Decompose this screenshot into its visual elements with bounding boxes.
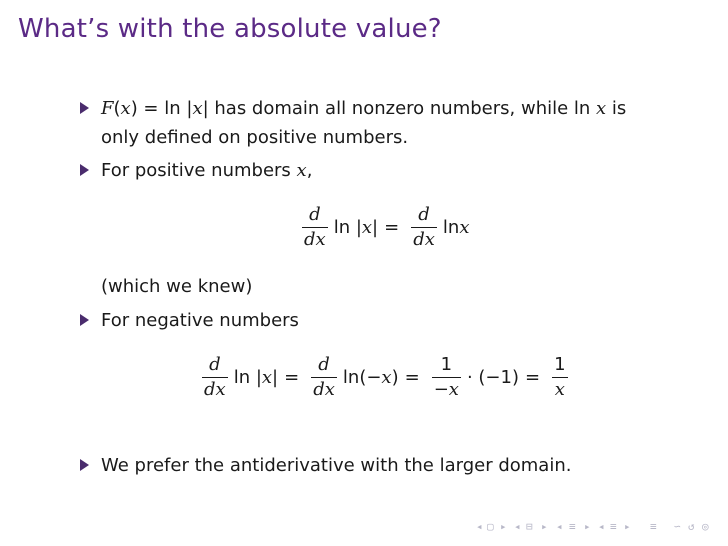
nav-next-subsection-icon[interactable]: ▸ bbox=[584, 520, 591, 533]
numerator-d: d bbox=[418, 204, 430, 225]
x-symbol-2: x bbox=[459, 217, 470, 238]
numerator-d: d bbox=[209, 354, 221, 375]
equation-positive bbox=[296, 204, 469, 251]
fraction-1-over-x bbox=[552, 354, 567, 401]
equals: = bbox=[384, 217, 400, 238]
x-symbol: x bbox=[361, 217, 373, 238]
numerator-1: 1 bbox=[554, 354, 566, 375]
bullet-1-text bbox=[101, 94, 626, 152]
bullet-2-text bbox=[101, 156, 312, 185]
nav-prev-subsection-icon[interactable]: ◂ bbox=[556, 520, 563, 533]
nav-next-slide-icon[interactable]: ▸ bbox=[500, 520, 507, 533]
numerator-d: d bbox=[309, 204, 321, 225]
fraction-d-dx bbox=[302, 204, 328, 251]
nav-back-icon[interactable]: ∽ bbox=[674, 520, 681, 533]
nav-slide-icon[interactable]: ▢ bbox=[487, 520, 494, 533]
x-symbol-2: x bbox=[381, 367, 392, 388]
nav-search-icon[interactable]: ◎ bbox=[702, 520, 709, 533]
x-symbol-3: x bbox=[596, 98, 607, 119]
fraction-d-dx-2 bbox=[411, 204, 437, 251]
nav-section-icon[interactable]: ≡ bbox=[610, 520, 617, 533]
fraction-bar bbox=[311, 377, 337, 378]
bullet-3-text: For negative numbers bbox=[101, 310, 299, 331]
bullet-4-text: We prefer the antiderivative with the larger domain. bbox=[101, 455, 572, 476]
ln-abs: ln | bbox=[233, 367, 262, 388]
beamer-navigation-bar bbox=[0, 520, 728, 540]
equals: = bbox=[284, 367, 300, 388]
nav-prev-section-icon[interactable]: ◂ bbox=[598, 520, 605, 533]
is-text: is bbox=[606, 98, 627, 119]
x-symbol: x bbox=[120, 98, 131, 119]
paren-open: ( bbox=[113, 98, 121, 119]
equation-negative bbox=[196, 354, 574, 401]
x-symbol: x bbox=[296, 160, 307, 181]
nav-frame-icon[interactable]: ⊟ bbox=[526, 520, 533, 533]
denominator-dx: dx bbox=[313, 379, 335, 400]
denominator-x: x bbox=[554, 379, 565, 400]
aside-note: (which we knew) bbox=[101, 276, 253, 297]
numerator-d: d bbox=[318, 354, 330, 375]
equals-3: = bbox=[524, 367, 541, 388]
fraction-1-over-neg-x bbox=[432, 354, 461, 401]
eq-ln-abs: ) = ln | bbox=[130, 98, 193, 119]
ln-abs: ln | bbox=[333, 217, 362, 238]
slide-title: What’s with the absolute value? bbox=[18, 14, 442, 44]
fraction-bar bbox=[202, 377, 228, 378]
denominator-dx: dx bbox=[204, 379, 226, 400]
bullet-marker-1 bbox=[80, 102, 89, 114]
fraction-d-dx bbox=[202, 354, 228, 401]
nav-align-icon[interactable]: ≡ bbox=[650, 520, 657, 533]
nav-prev-frame-icon[interactable]: ◂ bbox=[514, 520, 521, 533]
positive-text: For positive numbers bbox=[101, 160, 297, 181]
times-neg-one: · (−1) bbox=[466, 367, 519, 388]
nav-prev-slide-icon[interactable]: ◂ bbox=[476, 520, 483, 533]
bullet-marker-3 bbox=[80, 314, 89, 326]
abs-close: | bbox=[272, 367, 279, 388]
comma: , bbox=[306, 160, 313, 181]
fraction-bar bbox=[432, 377, 461, 378]
fraction-d-dx-2 bbox=[311, 354, 337, 401]
domain-text: | has domain all nonzero numbers, while ln bbox=[202, 98, 597, 119]
bullet-marker-4 bbox=[80, 459, 89, 471]
F-symbol: F bbox=[101, 98, 114, 119]
nav-next-frame-icon[interactable]: ▸ bbox=[541, 520, 548, 533]
denominator-dx: dx bbox=[304, 229, 326, 250]
fraction-bar bbox=[552, 377, 567, 378]
equals-2: = bbox=[404, 367, 420, 388]
numerator-1: 1 bbox=[440, 354, 453, 375]
denominator-neg-x: −x bbox=[433, 379, 459, 400]
paren-close: ) bbox=[391, 367, 399, 388]
nav-next-section-icon[interactable]: ▸ bbox=[624, 520, 631, 533]
fraction-bar bbox=[411, 227, 437, 228]
bullet-marker-2 bbox=[80, 164, 89, 176]
abs-close: | bbox=[372, 217, 379, 238]
x-symbol: x bbox=[261, 367, 273, 388]
nav-forward-icon[interactable]: ↺ bbox=[688, 520, 695, 533]
x-symbol-2: x bbox=[192, 98, 203, 119]
denominator-dx: dx bbox=[413, 229, 435, 250]
ln: ln bbox=[442, 217, 460, 238]
fraction-bar bbox=[302, 227, 328, 228]
bullet-1-line-2: only defined on positive numbers. bbox=[101, 127, 409, 148]
ln-negative: ln(− bbox=[342, 367, 382, 388]
nav-subsection-icon[interactable]: ≡ bbox=[569, 520, 576, 533]
